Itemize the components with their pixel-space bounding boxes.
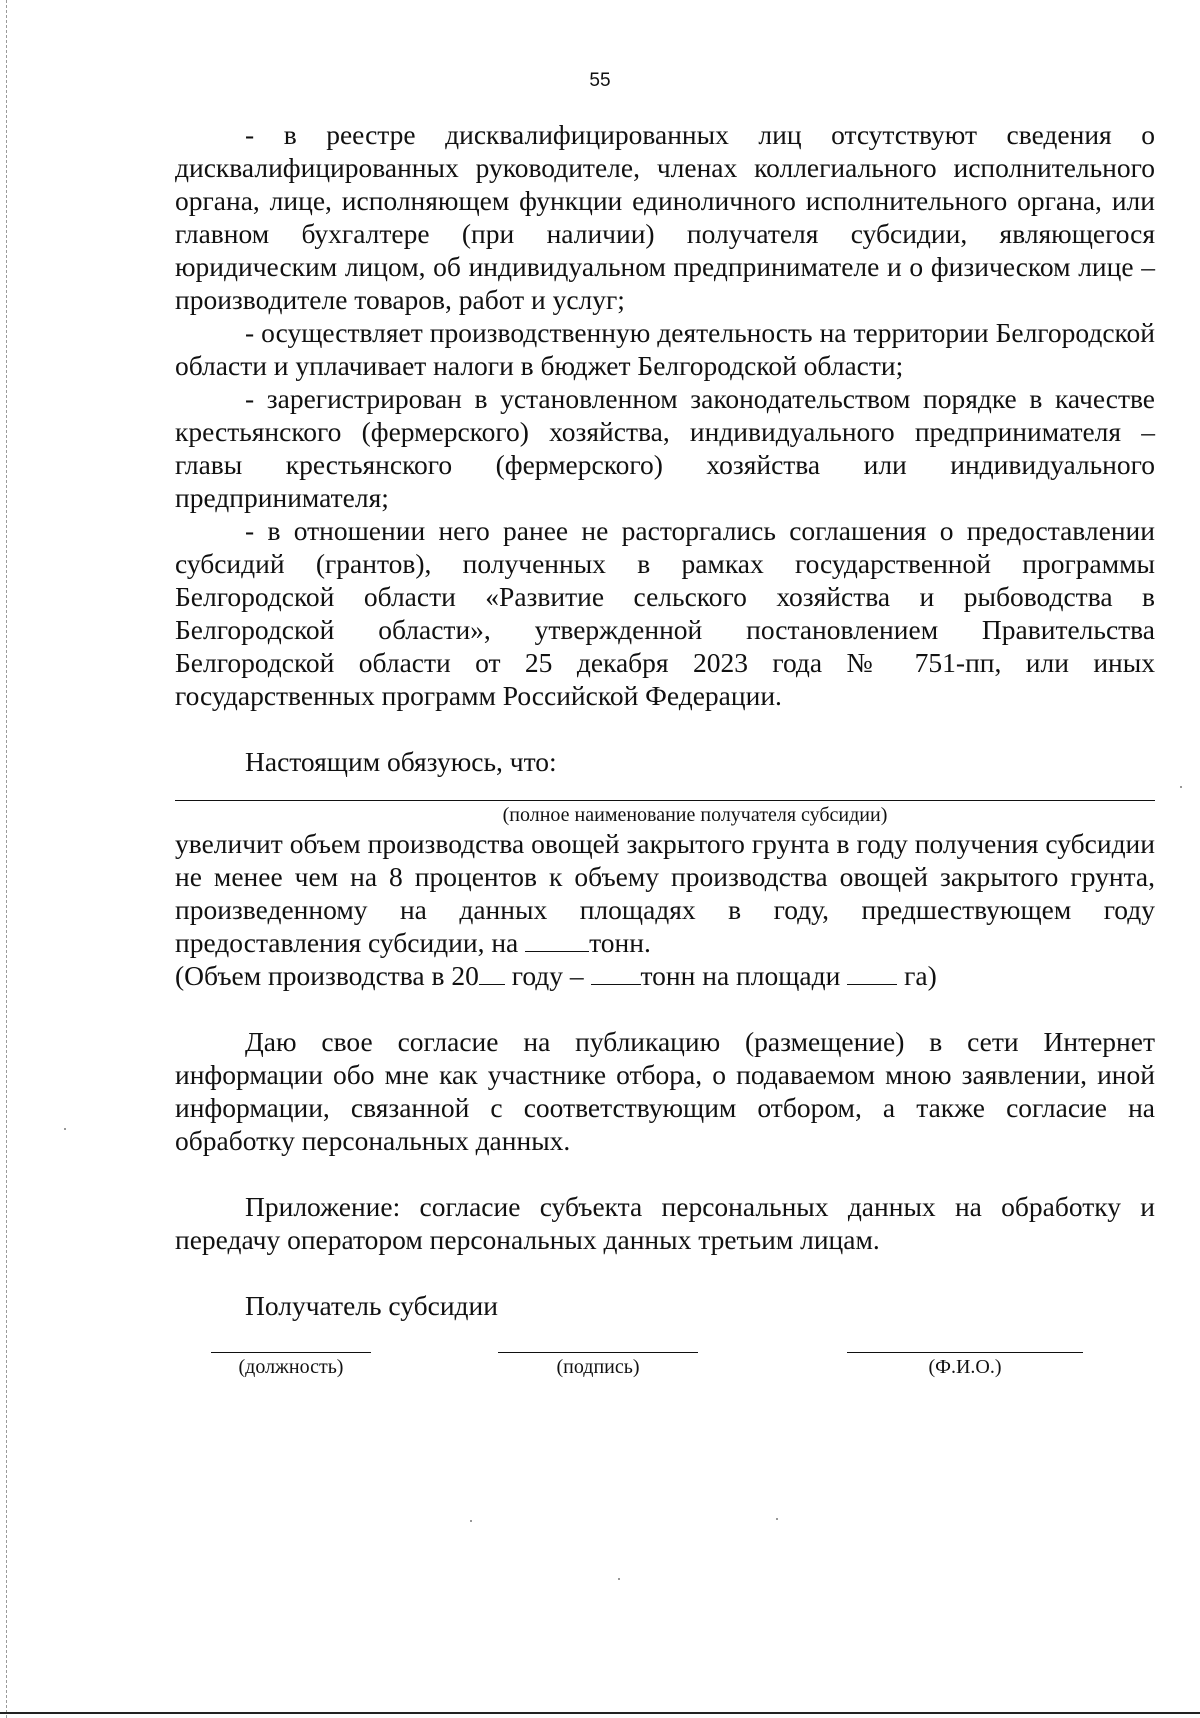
scan-edge-bottom xyxy=(0,1712,1200,1714)
scan-speck xyxy=(64,1128,66,1130)
signature-field[interactable] xyxy=(498,1352,698,1379)
scan-speck xyxy=(618,1578,620,1580)
obligation-body: увеличит объем производства овощей закрытого грунта в году получения субсидии не менее чем на 8 процентов к объему производства овощей закрытого грунта, произведенному на данных площадях в году, предшествующем году предоставления субсидии, на тонн. xyxy=(175,828,1155,958)
paragraph-production-activity: - осуществляет производственную деятельность на территории Белгородской области и уплачивает налоги в бюджет Белгородской области; xyxy=(175,317,1155,381)
recipient-name-field[interactable] xyxy=(175,782,1155,801)
position-caption: (должность) xyxy=(238,1356,344,1378)
production-volume-line: (Объем производства в 20 году – тонн на площади га) xyxy=(175,960,937,991)
recipient-name-caption: (полное наименование получателя субсидии) xyxy=(502,804,888,826)
full-name-caption: (Ф.И.О.) xyxy=(928,1356,1002,1378)
paragraph-agreements: - в отношении него ранее не расторгались соглашения о предоставлении субсидий (грантов), полученных в рамках государственной программы Белгородской области «Развитие сельского хозяйства и рыбоводства в Белгородской области», утвержденной постановлением Правительства Белгородской области от 25 декабря 2023 года № 751-пп, или иных государственных программ Российской Федерации. xyxy=(175,515,1155,711)
scan-speck xyxy=(776,1518,778,1520)
scan-speck xyxy=(1180,786,1182,788)
attachment-paragraph: Приложение: согласие субъекта персональных данных на обработку и передачу оператором персональных данных третьим лицам. xyxy=(175,1191,1155,1255)
year-blank[interactable] xyxy=(479,960,505,985)
scan-speck xyxy=(470,1520,472,1522)
document-body xyxy=(175,118,1155,1412)
paragraph-disqualified-registry: - в реестре дисквалифицированных лиц отсутствуют сведения о дисквалифицированных руководителе, членах коллегиального исполнительного органа, лице, исполняющем функции единоличного исполнительного органа, или главном бухгалтере (при наличии) получателя субсидии, являющегося юридическим лицом, об индивидуальном предпринимателе и о физическом лице – производителе товаров, работ и услуг; xyxy=(175,119,1155,315)
tons-blank[interactable] xyxy=(525,927,589,952)
signature-caption: (подпись) xyxy=(556,1356,640,1378)
recipient-label: Получатель субсидии xyxy=(245,1290,498,1321)
signature-block xyxy=(175,1352,1155,1412)
page-number: 55 xyxy=(589,70,611,91)
obligation-intro: Настоящим обязуюсь, что: xyxy=(245,746,557,777)
full-name-field[interactable] xyxy=(847,1352,1083,1379)
position-field[interactable] xyxy=(211,1352,371,1379)
volume-blank[interactable] xyxy=(591,960,641,985)
paragraph-registration: - зарегистрирован в установленном законодательством порядке в качестве крестьянского (фермерского) хозяйства, индивидуального предпринимателя – главы крестьянского (фермерского) хозяйства или индивидуального предпринимателя; xyxy=(175,383,1155,513)
area-blank[interactable] xyxy=(847,960,897,985)
consent-paragraph: Даю свое согласие на публикацию (размещение) в сети Интернет информации обо мне как участнике отбора, о подаваемом мною заявлении, иной информации, связанной с соответствующим отбором, а также согласие на обработку персональных данных. xyxy=(175,1026,1155,1156)
scan-edge-left xyxy=(6,0,7,1718)
